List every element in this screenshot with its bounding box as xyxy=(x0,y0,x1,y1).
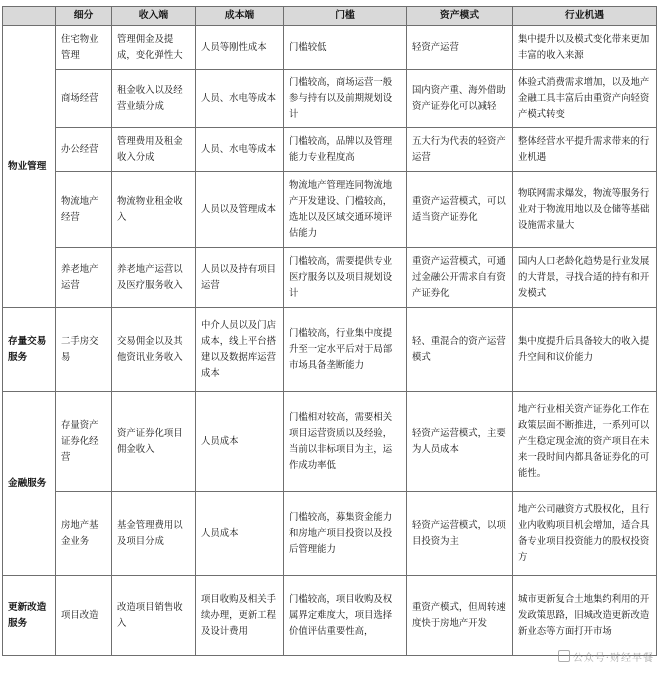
table-row xyxy=(3,26,657,70)
industry-opportunity-table xyxy=(2,6,657,656)
asset-model-cell: 轻资产运营模式，主要为人员成本 xyxy=(407,392,513,492)
subcategory-cell: 办公经营 xyxy=(56,128,112,172)
subcategory-cell: 商场经营 xyxy=(56,70,112,128)
opportunity-cell: 国内人口老龄化趋势是行业发展的大背景，寻找合适的持有和开发模式 xyxy=(513,248,657,308)
header-cell: 收入端 xyxy=(112,7,196,26)
opportunity-cell: 集中度提升后具备较大的收入提升空间和议价能力 xyxy=(513,308,657,392)
income-cell: 物流物业租金收入 xyxy=(112,172,196,248)
income-cell: 租金收入以及经营业绩分成 xyxy=(112,70,196,128)
threshold-cell: 门槛较高，品牌以及管理能力专业程度高 xyxy=(284,128,407,172)
asset-model-cell: 轻资产运营 xyxy=(407,26,513,70)
asset-model-cell: 重资产模式，但周转速度快于房地产开发 xyxy=(407,576,513,656)
asset-model-cell: 轻资产运营模式，以项目投资为主 xyxy=(407,492,513,576)
subcategory-cell: 项目改造 xyxy=(56,576,112,656)
cost-cell: 项目收购及相关手续办理，更新工程及设计费用 xyxy=(196,576,284,656)
cost-cell: 中介人员以及门店成本，线上平台搭建以及数据库运营成本 xyxy=(196,308,284,392)
income-cell: 养老地产运营以及医疗服务收入 xyxy=(112,248,196,308)
header-row xyxy=(3,7,657,26)
cost-cell: 人员以及管理成本 xyxy=(196,172,284,248)
subcategory-cell: 物流地产经营 xyxy=(56,172,112,248)
threshold-cell: 门槛较高，需要提供专业医疗服务以及项目规划设计 xyxy=(284,248,407,308)
table-row xyxy=(3,392,657,492)
category-cell: 金融服务 xyxy=(3,392,56,576)
asset-model-cell: 五大行为代表的轻资产运营 xyxy=(407,128,513,172)
income-cell: 管理佣金及提成，变化弹性大 xyxy=(112,26,196,70)
subcategory-cell: 二手房交易 xyxy=(56,308,112,392)
table-row xyxy=(3,128,657,172)
asset-model-cell: 轻、重混合的资产运营模式 xyxy=(407,308,513,392)
wechat-logo-icon xyxy=(558,650,570,662)
threshold-cell: 门槛较高，项目收购及权属界定难度大，项目选择价值评估重要性高， xyxy=(284,576,407,656)
income-cell: 改造项目销售收入 xyxy=(112,576,196,656)
category-cell: 存量交易服务 xyxy=(3,308,56,392)
opportunity-cell: 地产公司融资方式股权化，且行业内收购项目机会增加，适合具备专业项目投资能力的股权投资方 xyxy=(513,492,657,576)
category-cell: 更新改造服务 xyxy=(3,576,56,656)
watermark-text: 公众号·财经早餐 xyxy=(572,653,654,664)
cost-cell: 人员以及持有项目运营 xyxy=(196,248,284,308)
threshold-cell: 门槛较高，行业集中度提升至一定水平后对于局部市场具备垄断能力 xyxy=(284,308,407,392)
opportunity-cell: 体验式消费需求增加，以及地产金融工具丰富后由重资产向轻资产模式转变 xyxy=(513,70,657,128)
opportunity-cell: 地产行业相关资产证券化工作在政策层面不断推进，一系列可以产生稳定现金流的资产项目在未来一段时间内都具备证券化的可能性。 xyxy=(513,392,657,492)
asset-model-cell: 重资产运营模式，可以适当资产证券化 xyxy=(407,172,513,248)
cost-cell: 人员成本 xyxy=(196,392,284,492)
opportunity-cell: 整体经营水平提升需求带来的行业机遇 xyxy=(513,128,657,172)
income-cell: 交易佣金以及其他资讯业务收入 xyxy=(112,308,196,392)
header-cell: 细分 xyxy=(56,7,112,26)
table-row xyxy=(3,70,657,128)
table-row xyxy=(3,248,657,308)
opportunity-cell: 集中提升以及模式变化带来更加丰富的收入来源 xyxy=(513,26,657,70)
header-cell: 行业机遇 xyxy=(513,7,657,26)
income-cell: 管理费用及租金收入分成 xyxy=(112,128,196,172)
header-cell-blank xyxy=(3,7,56,26)
asset-model-cell: 国内资产重、海外借助资产证券化可以减轻 xyxy=(407,70,513,128)
subcategory-cell: 住宅物业管理 xyxy=(56,26,112,70)
cost-cell: 人员成本 xyxy=(196,492,284,576)
table-row xyxy=(3,308,657,392)
subcategory-cell: 养老地产运营 xyxy=(56,248,112,308)
opportunity-cell: 城市更新复合土地集约利用的开发政策思路，旧城改造更新改造新业态等方面打开市场 xyxy=(513,576,657,656)
cost-cell: 人员、水电等成本 xyxy=(196,128,284,172)
threshold-cell: 门槛较高，商场运营一般参与持有以及前期规划设计 xyxy=(284,70,407,128)
income-cell: 资产证券化项目佣金收入 xyxy=(112,392,196,492)
threshold-cell: 门槛较高，募集资金能力和房地产项目投资以及投后管理能力 xyxy=(284,492,407,576)
category-cell: 物业管理 xyxy=(3,26,56,308)
watermark xyxy=(558,649,654,664)
cost-cell: 人员等刚性成本 xyxy=(196,26,284,70)
header-cell: 门槛 xyxy=(284,7,407,26)
opportunity-cell: 物联网需求爆发，物流等服务行业对于物流用地以及仓储等基础设施需求量大 xyxy=(513,172,657,248)
header-cell: 资产模式 xyxy=(407,7,513,26)
cost-cell: 人员、水电等成本 xyxy=(196,70,284,128)
threshold-cell: 门槛较低 xyxy=(284,26,407,70)
subcategory-cell: 存量资产证券化经营 xyxy=(56,392,112,492)
table-row xyxy=(3,576,657,656)
table-row xyxy=(3,492,657,576)
asset-model-cell: 重资产运营模式，可通过金融公开需求自有资产证券化 xyxy=(407,248,513,308)
header-cell: 成本端 xyxy=(196,7,284,26)
threshold-cell: 门槛相对较高，需要相关项目运营资质以及经验，当前以非标项目为主，运作成功率低 xyxy=(284,392,407,492)
subcategory-cell: 房地产基金业务 xyxy=(56,492,112,576)
table-row xyxy=(3,172,657,248)
income-cell: 基金管理费用以及项目分成 xyxy=(112,492,196,576)
threshold-cell: 物流地产管理连同物流地产开发建设、门槛较高，选址以及区域交通环境评估能力 xyxy=(284,172,407,248)
